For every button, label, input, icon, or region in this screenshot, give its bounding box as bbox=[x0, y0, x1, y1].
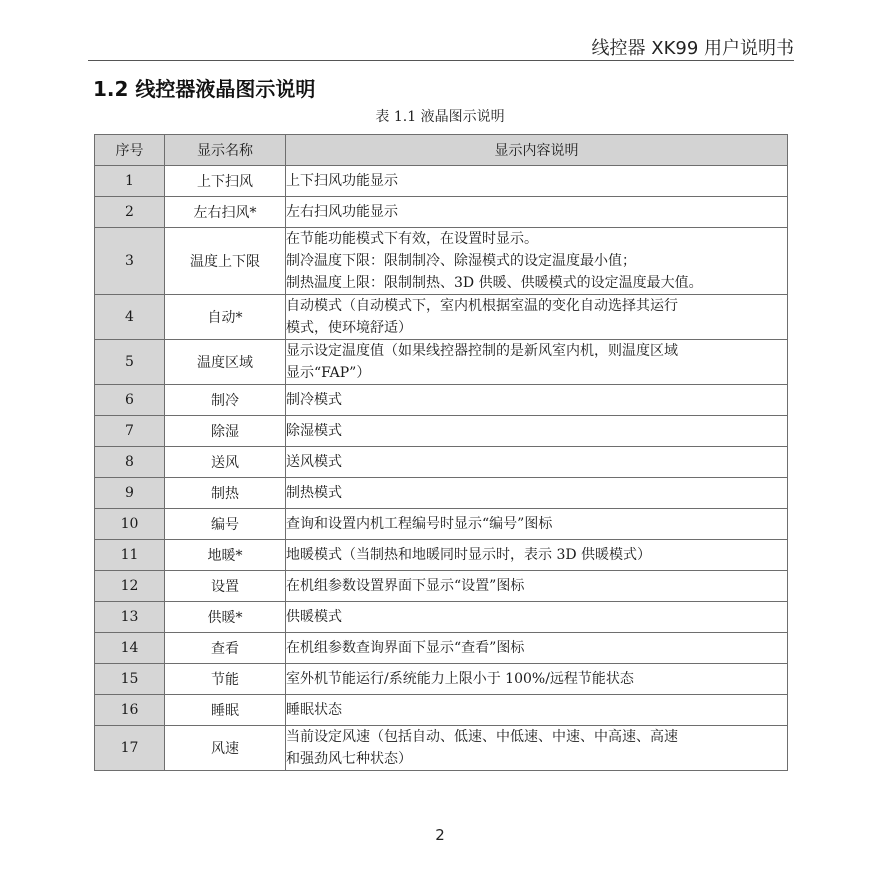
description-line: 在机组参数查询界面下显示“查看”图标 bbox=[286, 640, 525, 656]
row-number-cell: 11 bbox=[95, 540, 165, 571]
row-number-cell: 2 bbox=[95, 197, 165, 228]
display-name-cell: 送风 bbox=[165, 447, 286, 478]
description-line: 左右扫风功能显示 bbox=[286, 204, 398, 220]
row-number-cell: 13 bbox=[95, 602, 165, 633]
display-name-cell: 风速 bbox=[165, 726, 286, 771]
table-header-row bbox=[95, 135, 788, 166]
table-row bbox=[95, 478, 788, 509]
description-cell bbox=[286, 509, 788, 540]
row-number-cell: 1 bbox=[95, 166, 165, 197]
row-number-cell: 3 bbox=[95, 228, 165, 295]
row-number-cell: 17 bbox=[95, 726, 165, 771]
display-name-cell: 地暖* bbox=[165, 540, 286, 571]
description-line: 在节能功能模式下有效，在设置时显示。 bbox=[286, 231, 538, 247]
table-row bbox=[95, 695, 788, 726]
description-line: 上下扫风功能显示 bbox=[286, 173, 398, 189]
row-number-cell: 15 bbox=[95, 664, 165, 695]
description-cell bbox=[286, 664, 788, 695]
table-row bbox=[95, 295, 788, 340]
description-line: 查询和设置内机工程编号时显示“编号”图标 bbox=[286, 516, 553, 532]
display-name-cell: 除湿 bbox=[165, 416, 286, 447]
table-row bbox=[95, 540, 788, 571]
description-cell bbox=[286, 633, 788, 664]
display-name-cell: 上下扫风 bbox=[165, 166, 286, 197]
section-title: 1.2 线控器液晶图示说明 bbox=[93, 77, 316, 101]
description-cell bbox=[286, 726, 788, 771]
description-cell bbox=[286, 447, 788, 478]
display-name-cell: 制热 bbox=[165, 478, 286, 509]
description-line: 室外机节能运行/系统能力上限小于 100%/远程节能状态 bbox=[286, 671, 634, 687]
table-row bbox=[95, 447, 788, 478]
display-name-cell: 制冷 bbox=[165, 385, 286, 416]
row-number-cell: 4 bbox=[95, 295, 165, 340]
description-cell bbox=[286, 695, 788, 726]
description-cell bbox=[286, 571, 788, 602]
header-divider bbox=[88, 60, 794, 61]
description-cell bbox=[286, 295, 788, 340]
display-name-cell: 查看 bbox=[165, 633, 286, 664]
display-name-cell: 自动* bbox=[165, 295, 286, 340]
description-cell bbox=[286, 197, 788, 228]
table-row bbox=[95, 385, 788, 416]
table-row bbox=[95, 571, 788, 602]
row-number-cell: 10 bbox=[95, 509, 165, 540]
description-cell bbox=[286, 340, 788, 385]
row-number-cell: 16 bbox=[95, 695, 165, 726]
description-cell bbox=[286, 540, 788, 571]
table-row bbox=[95, 509, 788, 540]
description-line: 制热温度上限：限制制热、3D 供暖、供暖模式的设定温度最大值。 bbox=[286, 275, 703, 291]
description-line: 除湿模式 bbox=[286, 423, 342, 439]
table-row bbox=[95, 726, 788, 771]
page-number: 2 bbox=[435, 826, 445, 844]
table-row bbox=[95, 166, 788, 197]
description-line: 模式，使环境舒适） bbox=[286, 320, 412, 336]
table-row bbox=[95, 664, 788, 695]
table-row bbox=[95, 633, 788, 664]
description-cell bbox=[286, 478, 788, 509]
display-name-cell: 左右扫风* bbox=[165, 197, 286, 228]
description-line: 在机组参数设置界面下显示“设置”图标 bbox=[286, 578, 525, 594]
display-name-cell: 温度上下限 bbox=[165, 228, 286, 295]
display-name-cell: 编号 bbox=[165, 509, 286, 540]
description-cell bbox=[286, 385, 788, 416]
table-row bbox=[95, 228, 788, 295]
column-header-name: 显示名称 bbox=[165, 135, 286, 166]
row-number-cell: 8 bbox=[95, 447, 165, 478]
document-header-title: 线控器 XK99 用户说明书 bbox=[591, 38, 794, 59]
table-caption: 表 1.1 液晶图示说明 bbox=[375, 109, 505, 125]
column-header-no: 序号 bbox=[95, 135, 165, 166]
description-line: 送风模式 bbox=[286, 454, 342, 470]
description-line: 制热模式 bbox=[286, 485, 342, 501]
description-line: 地暖模式（当制热和地暖同时显示时，表示 3D 供暖模式） bbox=[286, 547, 652, 563]
table-row bbox=[95, 340, 788, 385]
description-line: 制冷温度下限：限制制冷、除湿模式的设定温度最小值； bbox=[286, 253, 636, 269]
row-number-cell: 14 bbox=[95, 633, 165, 664]
description-cell bbox=[286, 416, 788, 447]
description-line: 当前设定风速（包括自动、低速、中低速、中速、中高速、高速 bbox=[286, 729, 678, 745]
row-number-cell: 12 bbox=[95, 571, 165, 602]
table-row bbox=[95, 602, 788, 633]
row-number-cell: 6 bbox=[95, 385, 165, 416]
description-line: 自动模式（自动模式下，室内机根据室温的变化自动选择其运行 bbox=[286, 298, 678, 314]
display-name-cell: 温度区域 bbox=[165, 340, 286, 385]
row-number-cell: 9 bbox=[95, 478, 165, 509]
description-line: 制冷模式 bbox=[286, 392, 342, 408]
table-row bbox=[95, 197, 788, 228]
display-name-cell: 设置 bbox=[165, 571, 286, 602]
table-body bbox=[95, 166, 788, 771]
description-line: 显示“FAP”） bbox=[286, 365, 371, 381]
display-name-cell: 供暖* bbox=[165, 602, 286, 633]
display-name-cell: 睡眠 bbox=[165, 695, 286, 726]
description-cell bbox=[286, 602, 788, 633]
column-header-desc: 显示内容说明 bbox=[286, 135, 788, 166]
description-line: 显示设定温度值（如果线控器控制的是新风室内机，则温度区域 bbox=[286, 343, 678, 359]
description-cell bbox=[286, 228, 788, 295]
description-line: 供暖模式 bbox=[286, 609, 342, 625]
lcd-icon-table bbox=[94, 134, 788, 771]
row-number-cell: 7 bbox=[95, 416, 165, 447]
description-cell bbox=[286, 166, 788, 197]
row-number-cell: 5 bbox=[95, 340, 165, 385]
display-name-cell: 节能 bbox=[165, 664, 286, 695]
description-line: 和强劲风七种状态） bbox=[286, 751, 412, 767]
description-line: 睡眠状态 bbox=[286, 702, 342, 718]
table-row bbox=[95, 416, 788, 447]
